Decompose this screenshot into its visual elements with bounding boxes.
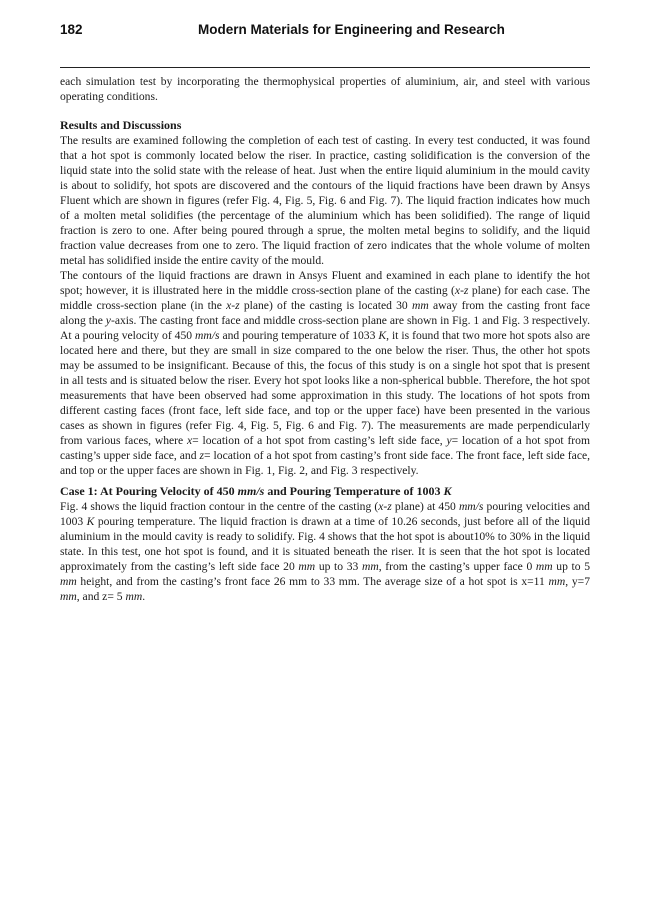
text-span: . [142,590,146,603]
italic-unit: mm [548,575,566,588]
text-span: The contours of the liquid fractions are drawn in Ansys Fluent and examined in each plane to identify the hot spot; however, it is illustrated here in the middle cross-section plane of the casting ( [60,269,590,297]
text-span: = location of a hot spot from casting’s left side face, [192,434,447,447]
italic-unit: K [86,515,95,528]
italic-unit: mm [298,560,316,573]
text-span: , and z= 5 [76,590,126,603]
italic-unit: K [443,484,452,498]
results-paragraph-2 [60,268,590,478]
italic-term: z [199,449,205,462]
italic-unit: mm [125,590,143,603]
text-span: and pouring temperature of 1033 [219,329,379,342]
page-number: 182 [60,22,83,37]
case-1-paragraph [60,499,590,604]
italic-term: y [446,434,452,447]
text-span: plane) of the casting is located 30 [239,299,412,312]
intro-paragraph: each simulation test by incorporating the thermophysical properties of aluminium, air, and steel with various operating conditions. [60,75,590,103]
text-span: = location of a hot spot from casting’s upper side face, and [60,434,590,462]
text-span: = location of a hot spot from casting’s front side face. The front face, left side face, and top or the upper faces are shown in Fig. 1, Fig. 2, and Fig. 3 respectively. [60,449,591,477]
running-title: Modern Materials for Engineering and Research [198,22,505,37]
text-span: Fig. 4 shows the liquid fraction contour in the centre of the casting ( [60,500,379,513]
results-paragraph-1 [60,133,590,268]
text-span: plane) at 450 [391,500,459,513]
header-rule [60,67,590,68]
italic-unit: mm/s [237,484,265,498]
text-span: and Pouring Temperature of 1003 [264,484,444,498]
text-span: , it is found that two more hot spots also are located here and there, but they are small in size compared to the one below the riser. Thus, the other hot spots may be assumed to be insignificant. Because of this, the focus of this study is on a single hot spot that is present in all tests and is situated below the riser. Every hot spot looks like a non-spherical bubble. Therefore, the hot spot measurements that have been observed had some approximation in this study. The locations of hot spots from different casting faces (front face, left side face, and top or the upper face) have been presented in the various cases as shown in figures (refer Fig. 4, Fig. 5, Fig. 6 and Fig. 7). The measurements are made perpendicularly from various faces, where [60,329,591,447]
italic-unit: mm/s [195,329,220,342]
italic-unit: mm [60,590,77,603]
text-span: , from the casting’s upper face 0 [378,560,536,573]
text-span: plane) for each case. The middle cross-section plane (in the [60,284,590,312]
page-header [60,22,590,40]
text-span: away from the casting front face along the [60,299,590,327]
italic-term: x-z [454,284,469,297]
text-span: Case 1: At Pouring Velocity of 450 [60,484,238,498]
text-span: pouring temperature. The liquid fraction is drawn at a time of 10.26 seconds, just before all of the liquid aluminium in the mould cavity is ready to solidify. Fig. 4 shows that the hot spot is about10% to 30% in the liquid state. In this test, one hot spot is found, and it is situated beneath the riser. It is seen that the hot spot is located approximately from the casting’s left side face 20 [60,515,590,573]
italic-unit: mm [60,575,77,588]
text-span: height, and from the casting’s front face 26 mm to 33 mm. The average size of a hot spot is x=11 [76,575,549,588]
italic-unit: mm [535,560,553,573]
text-span: pouring velocities and 1003 [60,500,590,528]
section-heading-case-1 [60,484,590,499]
section-heading-results: Results and Discussions [60,118,182,132]
text-span: The results are examined following the completion of each test of casting. In every test conducted, it was found that a hot spot is commonly located below the riser. In practice, casting solidification is the conversion of the liquid state into the solid state with the release of heat. Just when the entire liquid aluminium in the mould cavity is about to solidify, hot spots are discovered and the contours of the liquid fractions have been drawn by Ansys Fluent which are shown in figures (refer Fig. 4, Fig. 5, Fig. 6 and Fig. 7). The liquid fraction indicates how much of a molten metal solidifies (the percentage of the aluminium which has been solidified). The range of liquid fraction is zero to one. After being poured through a sprue, the molten metal begins to solidify, and the liquid fraction value decreases from one to zero. The liquid fraction of zero indicates that the whole volume of molten metal has solidified inside the entire cavity of the mould. [60,134,590,267]
italic-term: x-z [226,299,240,312]
italic-term: x-z [378,500,392,513]
body-content [60,74,590,604]
text-span: , y=7 [565,575,590,588]
italic-unit: K [378,329,387,342]
italic-unit: mm/s [458,500,484,513]
text-span: -axis. The casting front face and middle cross-section plane are shown in Fig. 1 and Fig. 3 respectively. At a pouring velocity of 450 [60,314,591,342]
italic-unit: mm [411,299,429,312]
text-span: up to 33 [315,560,362,573]
italic-term: y [105,314,111,327]
italic-term: x [187,434,193,447]
italic-unit: mm [361,560,379,573]
text-span: up to 5 [552,560,590,573]
